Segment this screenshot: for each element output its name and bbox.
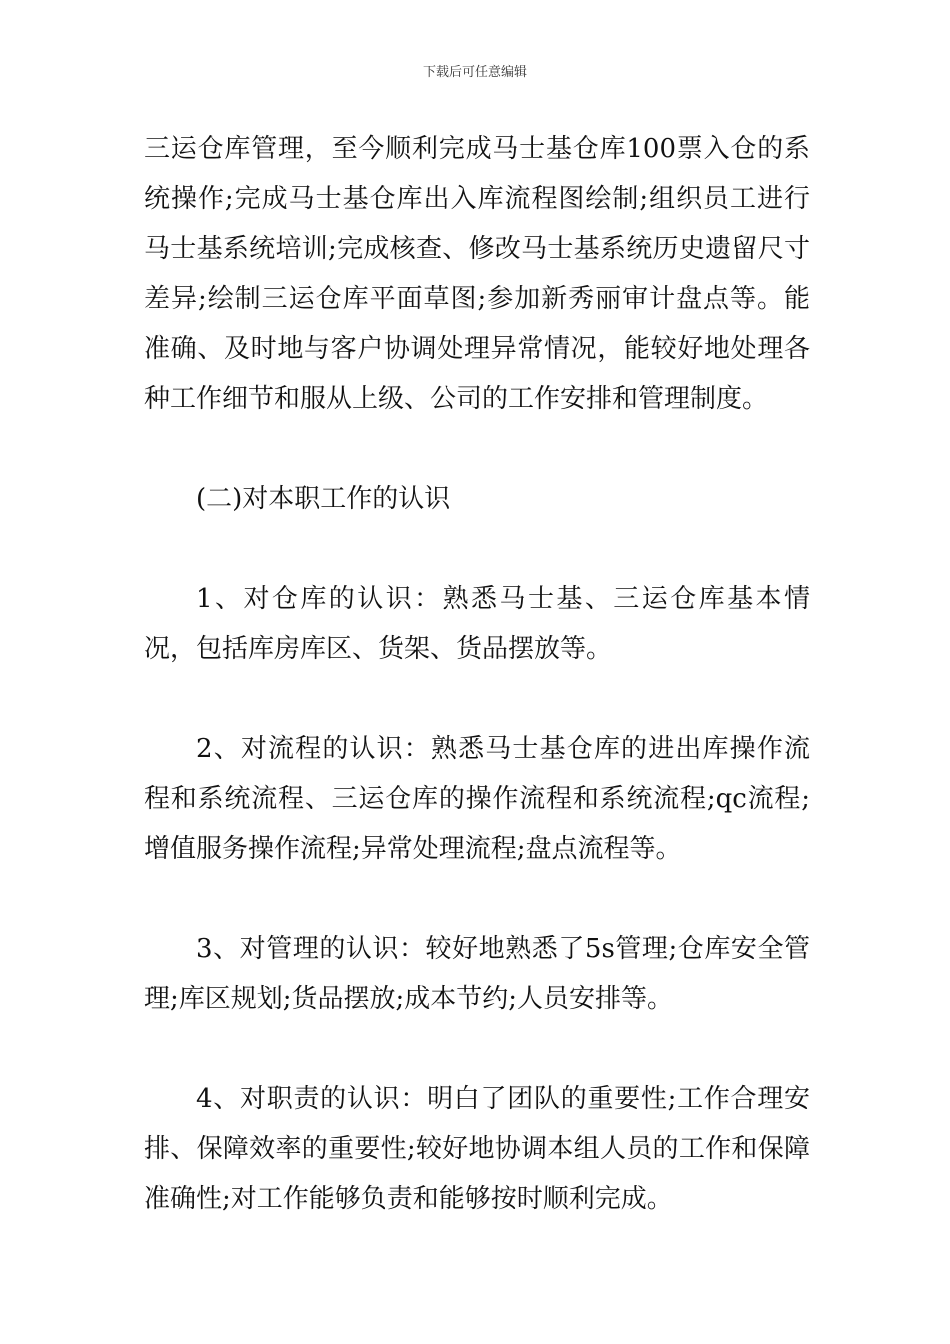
paragraph-spacer bbox=[144, 424, 810, 474]
paragraph-spacer bbox=[144, 524, 810, 574]
paragraph-process: 2、对流程的认识：熟悉马士基仓库的进出库操作流程和系统流程、三运仓库的操作流程和系统流程;qc流程;增值服务操作流程;异常处理流程;盘点流程等。 bbox=[144, 734, 810, 864]
section-heading: (二)对本职工作的认识 bbox=[196, 484, 451, 514]
paragraph-spacer bbox=[144, 1024, 810, 1074]
page-header: 下载后可任意编辑 bbox=[422, 65, 527, 80]
paragraph-responsibility: 4、对职责的认识：明白了团队的重要性;工作合理安排、保障效率的重要性;较好地协调本组人员的工作和保障准确性;对工作能够负责和能够按时顺利完成。 bbox=[144, 1084, 810, 1214]
paragraph-work-summary: 三运仓库管理，至今顺利完成马士基仓库100票入仓的系统操作;完成马士基仓库出入库流程图绘制;组织员工进行马士基系统培训;完成核查、修改马士基系统历史遗留尺寸差异;绘制三运仓库平面草图;参加新秀丽审计盘点等。能准确、及时地与客户协调处理异常情况，能较好地处理各种工作细节和服从上级、公司的工作安排和管理制度。 bbox=[144, 134, 810, 414]
paragraph-management: 3、对管理的认识：较好地熟悉了5s管理;仓库安全管理;库区规划;货品摆放;成本节约;人员安排等。 bbox=[144, 934, 810, 1014]
paragraph-spacer bbox=[144, 674, 810, 724]
paragraph-spacer bbox=[144, 874, 810, 924]
document-body bbox=[144, 124, 810, 1224]
paragraph-warehouse: 1、对仓库的认识：熟悉马士基、三运仓库基本情况，包括库房库区、货架、货品摆放等。 bbox=[144, 584, 810, 664]
